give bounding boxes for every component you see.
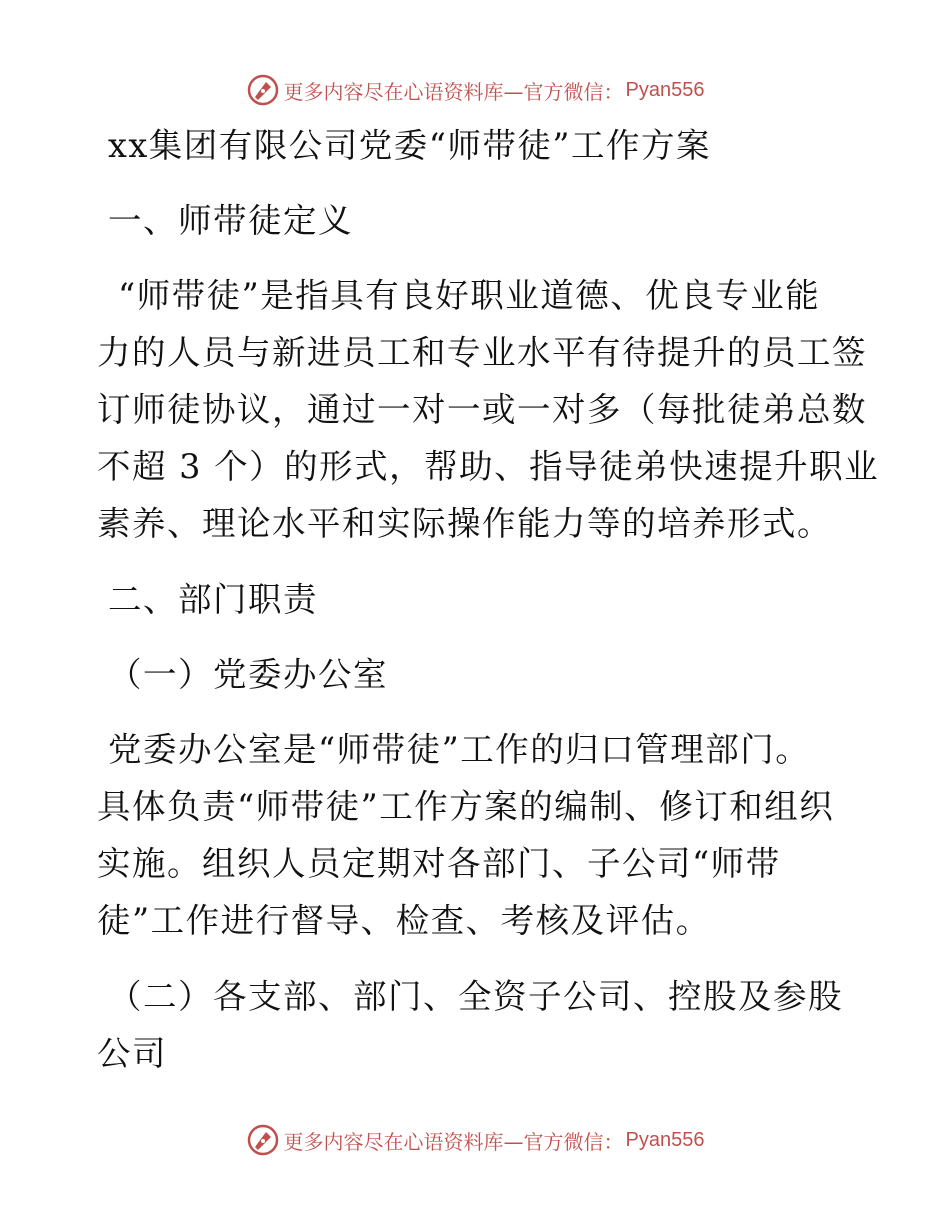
watermark-wechat-id: Pyan556 (625, 78, 705, 101)
paragraph-line: 党委办公室是“师带徒”工作的归口管理部门。 (108, 730, 811, 769)
section-heading-2: 二、部门职责 (108, 580, 318, 619)
paragraph-line: 力的人员与新进员工和专业水平有待提升的员工签 (97, 333, 867, 372)
paragraph-line: 公司 (97, 1034, 167, 1073)
watermark-footer (0, 1120, 950, 1160)
watermark-text: 更多内容尽在心语资料库—官方微信： (283, 1129, 624, 1154)
paragraph-line: 具体负责“师带徒”工作方案的编制、修订和组织 (97, 787, 835, 826)
paragraph-line: 订师徒协议，通过一对一或一对多（每批徒弟总数 (97, 390, 867, 429)
watermark-wechat-id: Pyan556 (625, 1128, 705, 1151)
watermark-text: 更多内容尽在心语资料库—官方微信： (283, 79, 624, 104)
section-heading-1: 一、师带徒定义 (108, 201, 353, 240)
paragraph-line: 不超 3 个）的形式，帮助、指导徒弟快速提升职业 (97, 447, 880, 486)
subsection-heading-1: （一）党委办公室 (108, 655, 388, 694)
paragraph-line: 徒”工作进行督导、检查、考核及评估。 (97, 901, 711, 940)
paragraph-line: 实施。组织人员定期对各部门、子公司“师带 (97, 844, 781, 883)
pen-nib-logo-icon (246, 1123, 280, 1157)
watermark-header (0, 70, 950, 110)
pen-nib-logo-icon (246, 73, 280, 107)
paragraph-line: 素养、理论水平和实际操作能力等的培养形式。 (97, 504, 832, 543)
paragraph-line: “师带徒”是指具有良好职业道德、优良专业能 (118, 276, 821, 315)
subsection-heading-2: （二）各支部、部门、全资子公司、控股及参股 (108, 977, 843, 1016)
document-title: xx集团有限公司党委“师带徒”工作方案 (108, 126, 712, 165)
